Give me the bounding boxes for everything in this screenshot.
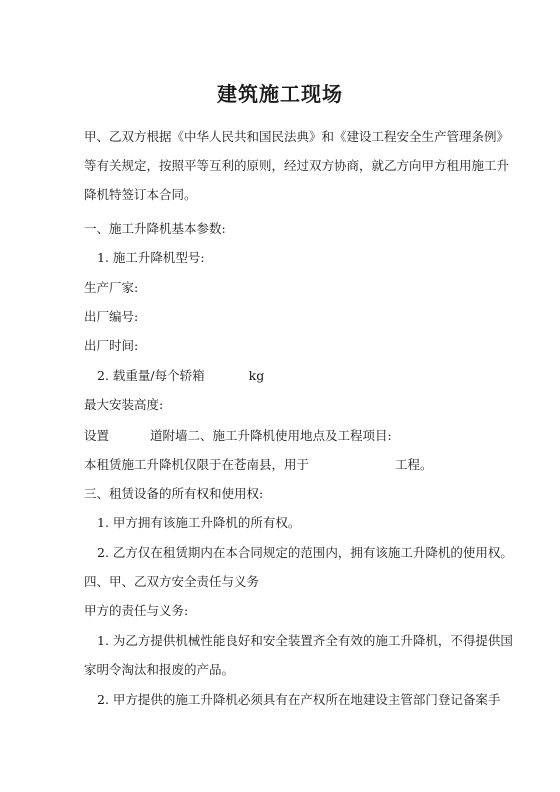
field-date: 出厂时间: xyxy=(84,338,139,353)
intro-line-2: 等有关规定，按照平等互利的原则，经过双方协商，就乙方向甲方租用施工升 xyxy=(84,158,510,173)
location-line-b: 工程。 xyxy=(395,457,433,472)
field-serial: 出厂编号: xyxy=(84,309,139,324)
section-3-heading: 三、租赁设备的所有权和使用权: xyxy=(84,486,264,501)
intro-line-3: 降机特签订本合同。 xyxy=(84,187,197,202)
duty-item-1-line-1: 1. 为乙方提供机械性能良好和安全装置齐全有效的施工升降机，不得提供国 xyxy=(97,633,513,648)
setup-line-a: 设置 xyxy=(84,428,110,443)
location-line-a: 本租赁施工升降机仅限于在苍南县，用于 xyxy=(84,457,310,472)
intro-line-1: 甲、乙双方根据《中华人民共和国民法典》和《建设工程安全生产管理条例》 xyxy=(84,129,510,144)
item-model: 1. 施工升降机型号: xyxy=(97,250,205,265)
ownership-item-2: 2. 乙方仅在租赁期内在本合同规定的范围内，拥有该施工升降机的使用权。 xyxy=(97,545,513,560)
ownership-item-1: 1. 甲方拥有该施工升降机的所有权。 xyxy=(97,515,301,530)
item-load xyxy=(97,368,264,384)
field-max-height: 最大安装高度: xyxy=(84,397,164,412)
duty-item-1-line-2: 家明令淘汰和报废的产品。 xyxy=(84,662,235,677)
setup-line xyxy=(84,428,392,444)
field-maker: 生产厂家: xyxy=(84,280,139,295)
duty-item-2-line-1: 2. 甲方提供的施工升降机必须具有在产权所在地建设主管部门登记备案手 xyxy=(97,692,501,707)
party-a-duties-heading: 甲方的责任与义务: xyxy=(84,603,189,618)
section-1-heading: 一、施工升降机基本参数: xyxy=(84,221,226,236)
location-line xyxy=(84,457,433,473)
item-load-label: 2. 载重量/每个轿箱 xyxy=(97,368,205,383)
document-title: 建筑施工现场 xyxy=(217,82,343,106)
item-load-unit: kg xyxy=(248,368,265,383)
setup-line-b: 道附墙二、施工升降机使用地点及工程项目: xyxy=(150,428,392,443)
section-4-heading: 四、甲、乙双方安全责任与义务 xyxy=(84,574,260,589)
